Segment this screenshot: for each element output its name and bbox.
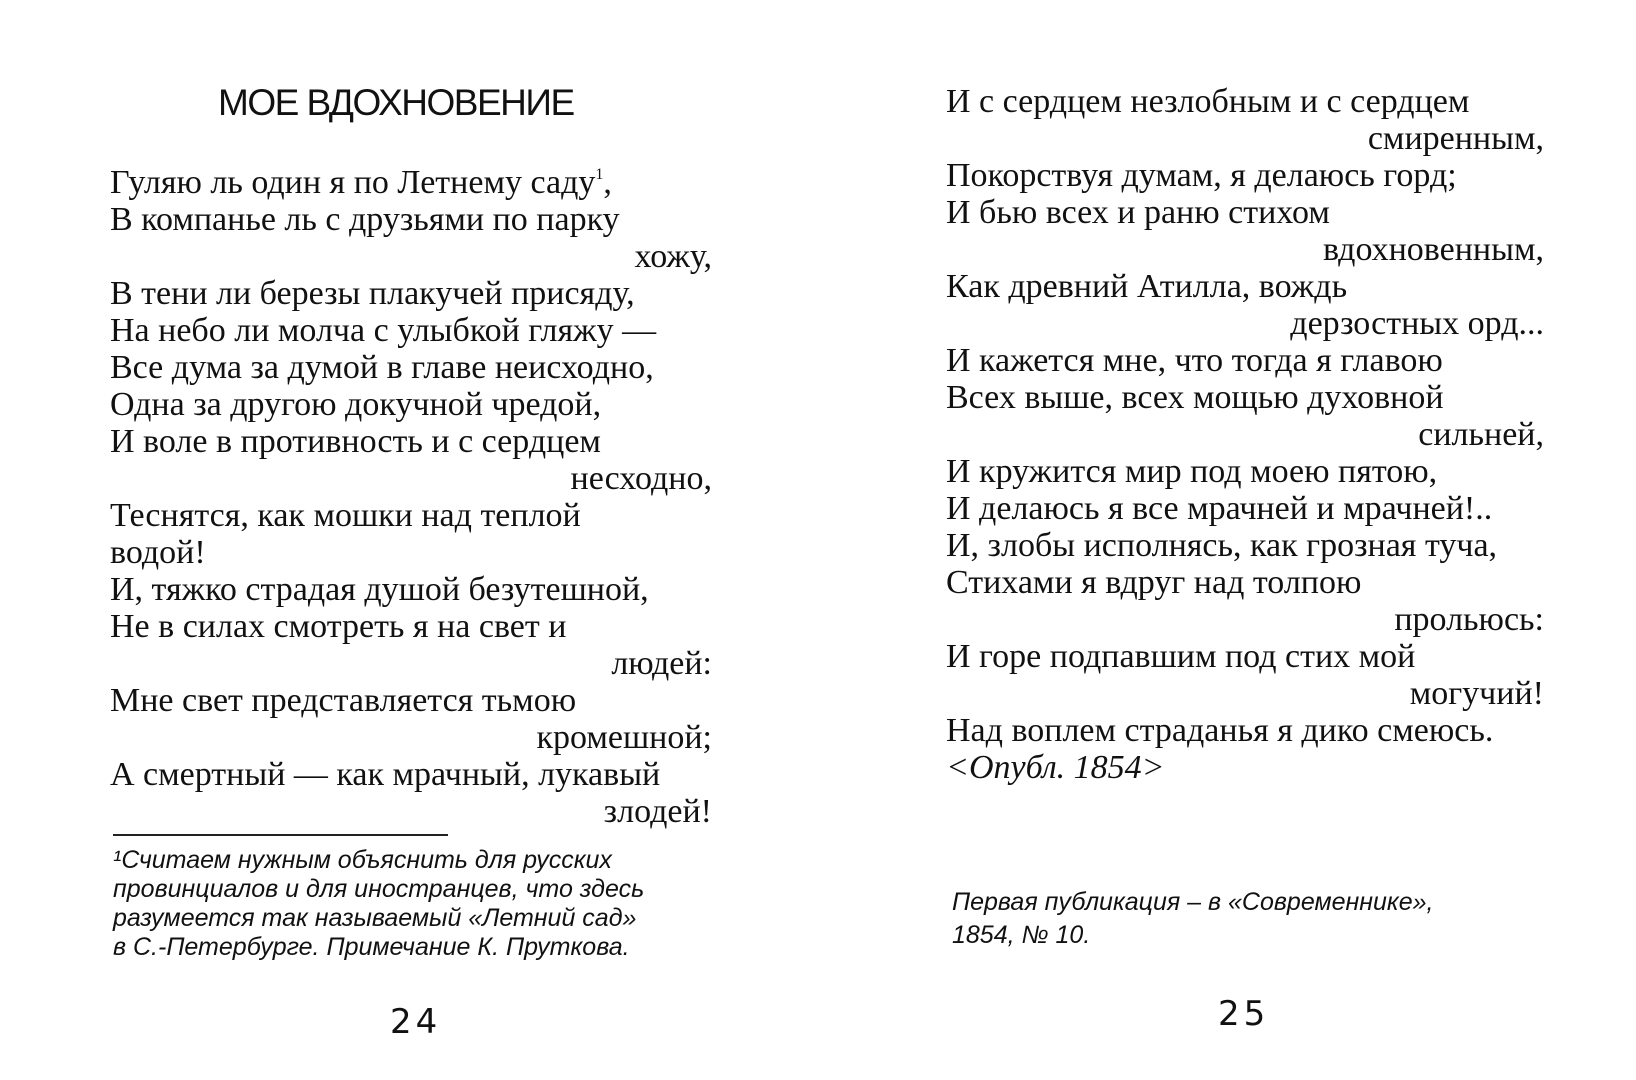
verse-line: Как древний Атилла, вождь: [946, 268, 1348, 305]
verse-line-continuation: вдохновенным,: [1322, 231, 1544, 268]
verse-line-continuation: злодей!: [603, 793, 712, 830]
verse-line: Все дума за думой в главе неисходно,: [110, 349, 654, 386]
footnote-line: провинциалов и для иностранцев, что здесь: [113, 875, 645, 903]
verse-line: И горе подпавшим под стих мой: [946, 638, 1416, 675]
poem-title: МОЕ ВДОХНОВЕНИЕ: [218, 82, 574, 123]
verse-line-continuation: кромешной;: [536, 719, 712, 756]
verse-line: И, злобы исполнясь, как грозная туча,: [946, 527, 1498, 564]
page-number-right: 25: [1218, 994, 1270, 1034]
verse-line: И кружится мир под моею пятою,: [946, 453, 1438, 490]
verse-line: И, тяжко страдая душой безутешной,: [110, 571, 649, 608]
verse-line: Мне свет представляется тьмою: [110, 682, 577, 719]
verse-line: И делаюсь я все мрачней и мрачней!..: [946, 490, 1493, 527]
verse-line: И кажется мне, что тогда я главою: [946, 342, 1443, 379]
footnote-line: разумеется так называемый «Летний сад»: [113, 904, 637, 932]
verse-line-text: Гуляю ль один я по Летнему саду: [110, 164, 596, 201]
verse-line: И бью всех и раню стихом: [946, 194, 1330, 231]
verse-line: На небо ли молча с улыбкой гляжу —: [110, 312, 657, 349]
verse-line-punct: ,: [603, 164, 612, 201]
footnote-divider: [113, 834, 448, 836]
publication-dateline: <Опубл. 1854>: [946, 749, 1165, 786]
publication-note: [952, 886, 1572, 952]
verse-line-continuation: могучий!: [1409, 675, 1544, 712]
verse-line: В компанье ль с друзьями по парку: [110, 201, 620, 238]
verse-line: И с сердцем незлобным и с сердцем: [946, 83, 1470, 120]
verse-line-continuation: несходно,: [570, 460, 712, 497]
footnote: [113, 846, 733, 962]
verse-line-continuation: хожу,: [634, 238, 712, 275]
footnote-marker: 1: [595, 166, 604, 183]
verse-line-continuation: дерзостных орд...: [1290, 305, 1544, 342]
verse-line: водой!: [110, 534, 206, 571]
page-number-left: 24: [390, 1002, 442, 1042]
verse-line-continuation: прольюсь:: [1394, 601, 1544, 638]
verse-line: В тени ли березы плакучей присяду,: [110, 275, 635, 312]
verse-line: А смертный — как мрачный, лукавый: [110, 756, 661, 793]
verse-line: Стихами я вдруг над толпою: [946, 564, 1362, 601]
verse-line: Теснятся, как мошки над теплой: [110, 497, 581, 534]
publication-note-line: Первая публикация – в «Современнике»,: [952, 888, 1434, 916]
verse-line: Всех выше, всех мощью духовной: [946, 379, 1444, 416]
footnote-line: в С.-Петербурге. Примечание К. Пруткова.: [113, 933, 630, 961]
verse-line: Одна за другою докучной чредой,: [110, 386, 602, 423]
verse-line-continuation: сильней,: [1418, 416, 1544, 453]
verse-line: Над воплем страданья я дико смеюсь.: [946, 712, 1494, 749]
verse-line-continuation: людей:: [611, 645, 712, 682]
publication-note-line: 1854, № 10.: [952, 921, 1091, 949]
verse-line: Покорствуя думам, я делаюсь горд;: [946, 157, 1457, 194]
verse-line: Не в силах смотреть я на свет и: [110, 608, 567, 645]
left-verse-block: [110, 164, 712, 830]
verse-line-continuation: смиренным,: [1367, 120, 1544, 157]
right-verse-block: [946, 83, 1544, 786]
footnote-line: ¹Считаем нужным объяснить для русских: [113, 846, 612, 874]
verse-line: И воле в противность и с сердцем: [110, 423, 601, 460]
verse-line: [110, 164, 712, 201]
right-page: [818, 0, 1636, 1080]
